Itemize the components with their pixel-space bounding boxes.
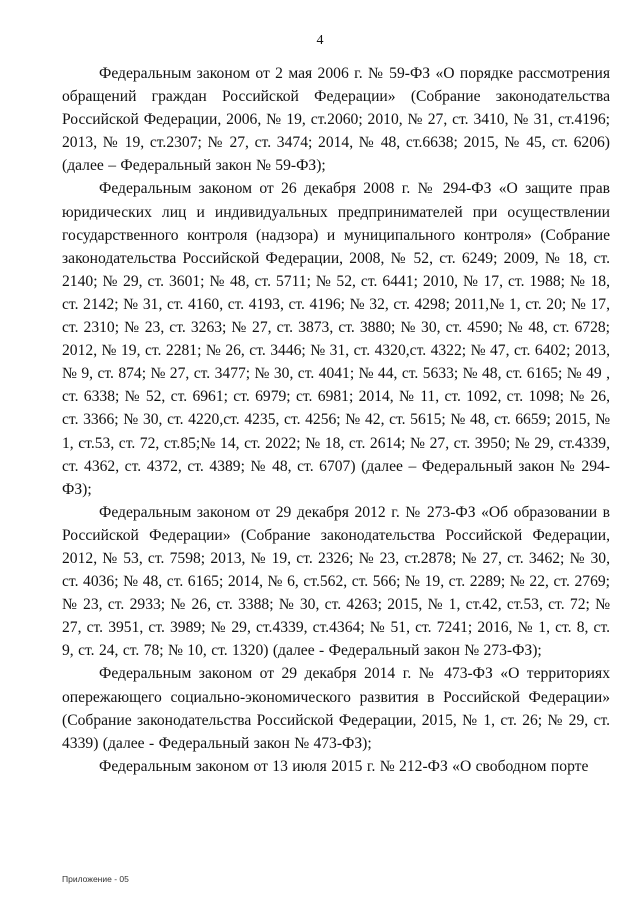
paragraph-law-212: Федеральным законом от 13 июля 2015 г. № 212-ФЗ «О свободном порте bbox=[99, 757, 589, 775]
document-body bbox=[62, 62, 610, 778]
page-number: 4 bbox=[316, 33, 324, 48]
paragraph-law-273: Федеральным законом от 29 декабря 2012 г. № 273-ФЗ «Об образовании в Российской Федерации» (Собрание законодательства Российской Федерации, 2012, № 53, ст. 7598; 2013, № 19, ст. 2326; № 23, ст.2878; № 27, ст. 3462; № 30, ст. 4036; № 48, ст. 6165; 2014, № 6, ст.562, ст. 566; № 19, ст. 2289; № 22, ст. 2769; № 23, ст. 2933; № 26, ст. 3388; № 30, ст. 4263; 2015, № 1, ст.42, ст.53, ст. 72; № 27, ст. 3951, ст. 3989; № 29, ст.4339, ст.4364; № 51, ст. 7241; 2016, № 1, ст. 8, ст. 9, ст. 24, ст. 78; № 10, ст. 1320) (далее - Федеральный закон № 273-ФЗ); bbox=[62, 503, 610, 660]
footer-label: Приложение - 05 bbox=[62, 874, 129, 884]
paragraph-law-294: Федеральным законом от 26 декабря 2008 г. № 294-ФЗ «О защите прав юридических лиц и индивидуальных предпринимателей при осуществлении государственного контроля (надзора) и муниципального контроля» (Собрание законодательства Российской Федерации, 2008, № 52, ст. 6249; 2009, № 18, ст. 2140; № 29, ст. 3601; № 48, ст. 5711; № 52, ст. 6441; 2010, № 17, ст. 1988; № 18, ст. 2142; № 31, ст. 4160, ст. 4193, ст. 4196; № 32, ст. 4298; 2011,№ 1, ст. 20; № 17, ст. 2310; № 23, ст. 3263; № 27, ст. 3873, ст. 3880; № 30, ст. 4590; № 48, ст. 6728; 2012, № 19, ст. 2281; № 26, ст. 3446; № 31, ст. 4320,ст. 4322; № 47, ст. 6402; 2013, № 9, ст. 874; № 27, ст. 3477; № 30, ст. 4041; № 44, ст. 5633; № 48, ст. 6165; № 49 , ст. 6338; № 52, ст. 6961; ст. 6979; ст. 6981; 2014, № 11, ст. 1092, ст. 1098; № 26, ст. 3366; № 30, ст. 4220,ст. 4235, ст. 4256; № 42, ст. 5615; № 48, ст. 6659; 2015, № 1, ст.53, ст. 72, ст.85;№ 14, ст. 2022; № 18, ст. 2614; № 27, ст. 3950; № 29, ст.4339, ст. 4362, ст. 4372, ст. 4389; № 48, ст. 6707) (далее – Федеральный закон № 294-ФЗ); bbox=[62, 180, 610, 498]
paragraph-law-473: Федеральным законом от 29 декабря 2014 г. № 473-ФЗ «О территориях опережающего социально-экономического развития в Российской Федерации» (Собрание законодательства Российской Федерации, 2015, № 1, ст. 26; № 29, ст. 4339) (далее - Федеральный закон № 473-ФЗ); bbox=[62, 665, 610, 752]
paragraph-law-59: Федеральным законом от 2 мая 2006 г. № 59-ФЗ «О порядке рассмотрения обращений граждан Российской Федерации» (Собрание законодательства Российской Федерации, 2006, № 19, ст.2060; 2010, № 27, ст. 3410, № 31, ст.4196; 2013, № 19, ст.2307; № 27, ст. 3474; 2014, № 48, ст.6638; 2015, № 45, ст. 6206) (далее – Федеральный закон № 59-ФЗ); bbox=[62, 65, 610, 175]
